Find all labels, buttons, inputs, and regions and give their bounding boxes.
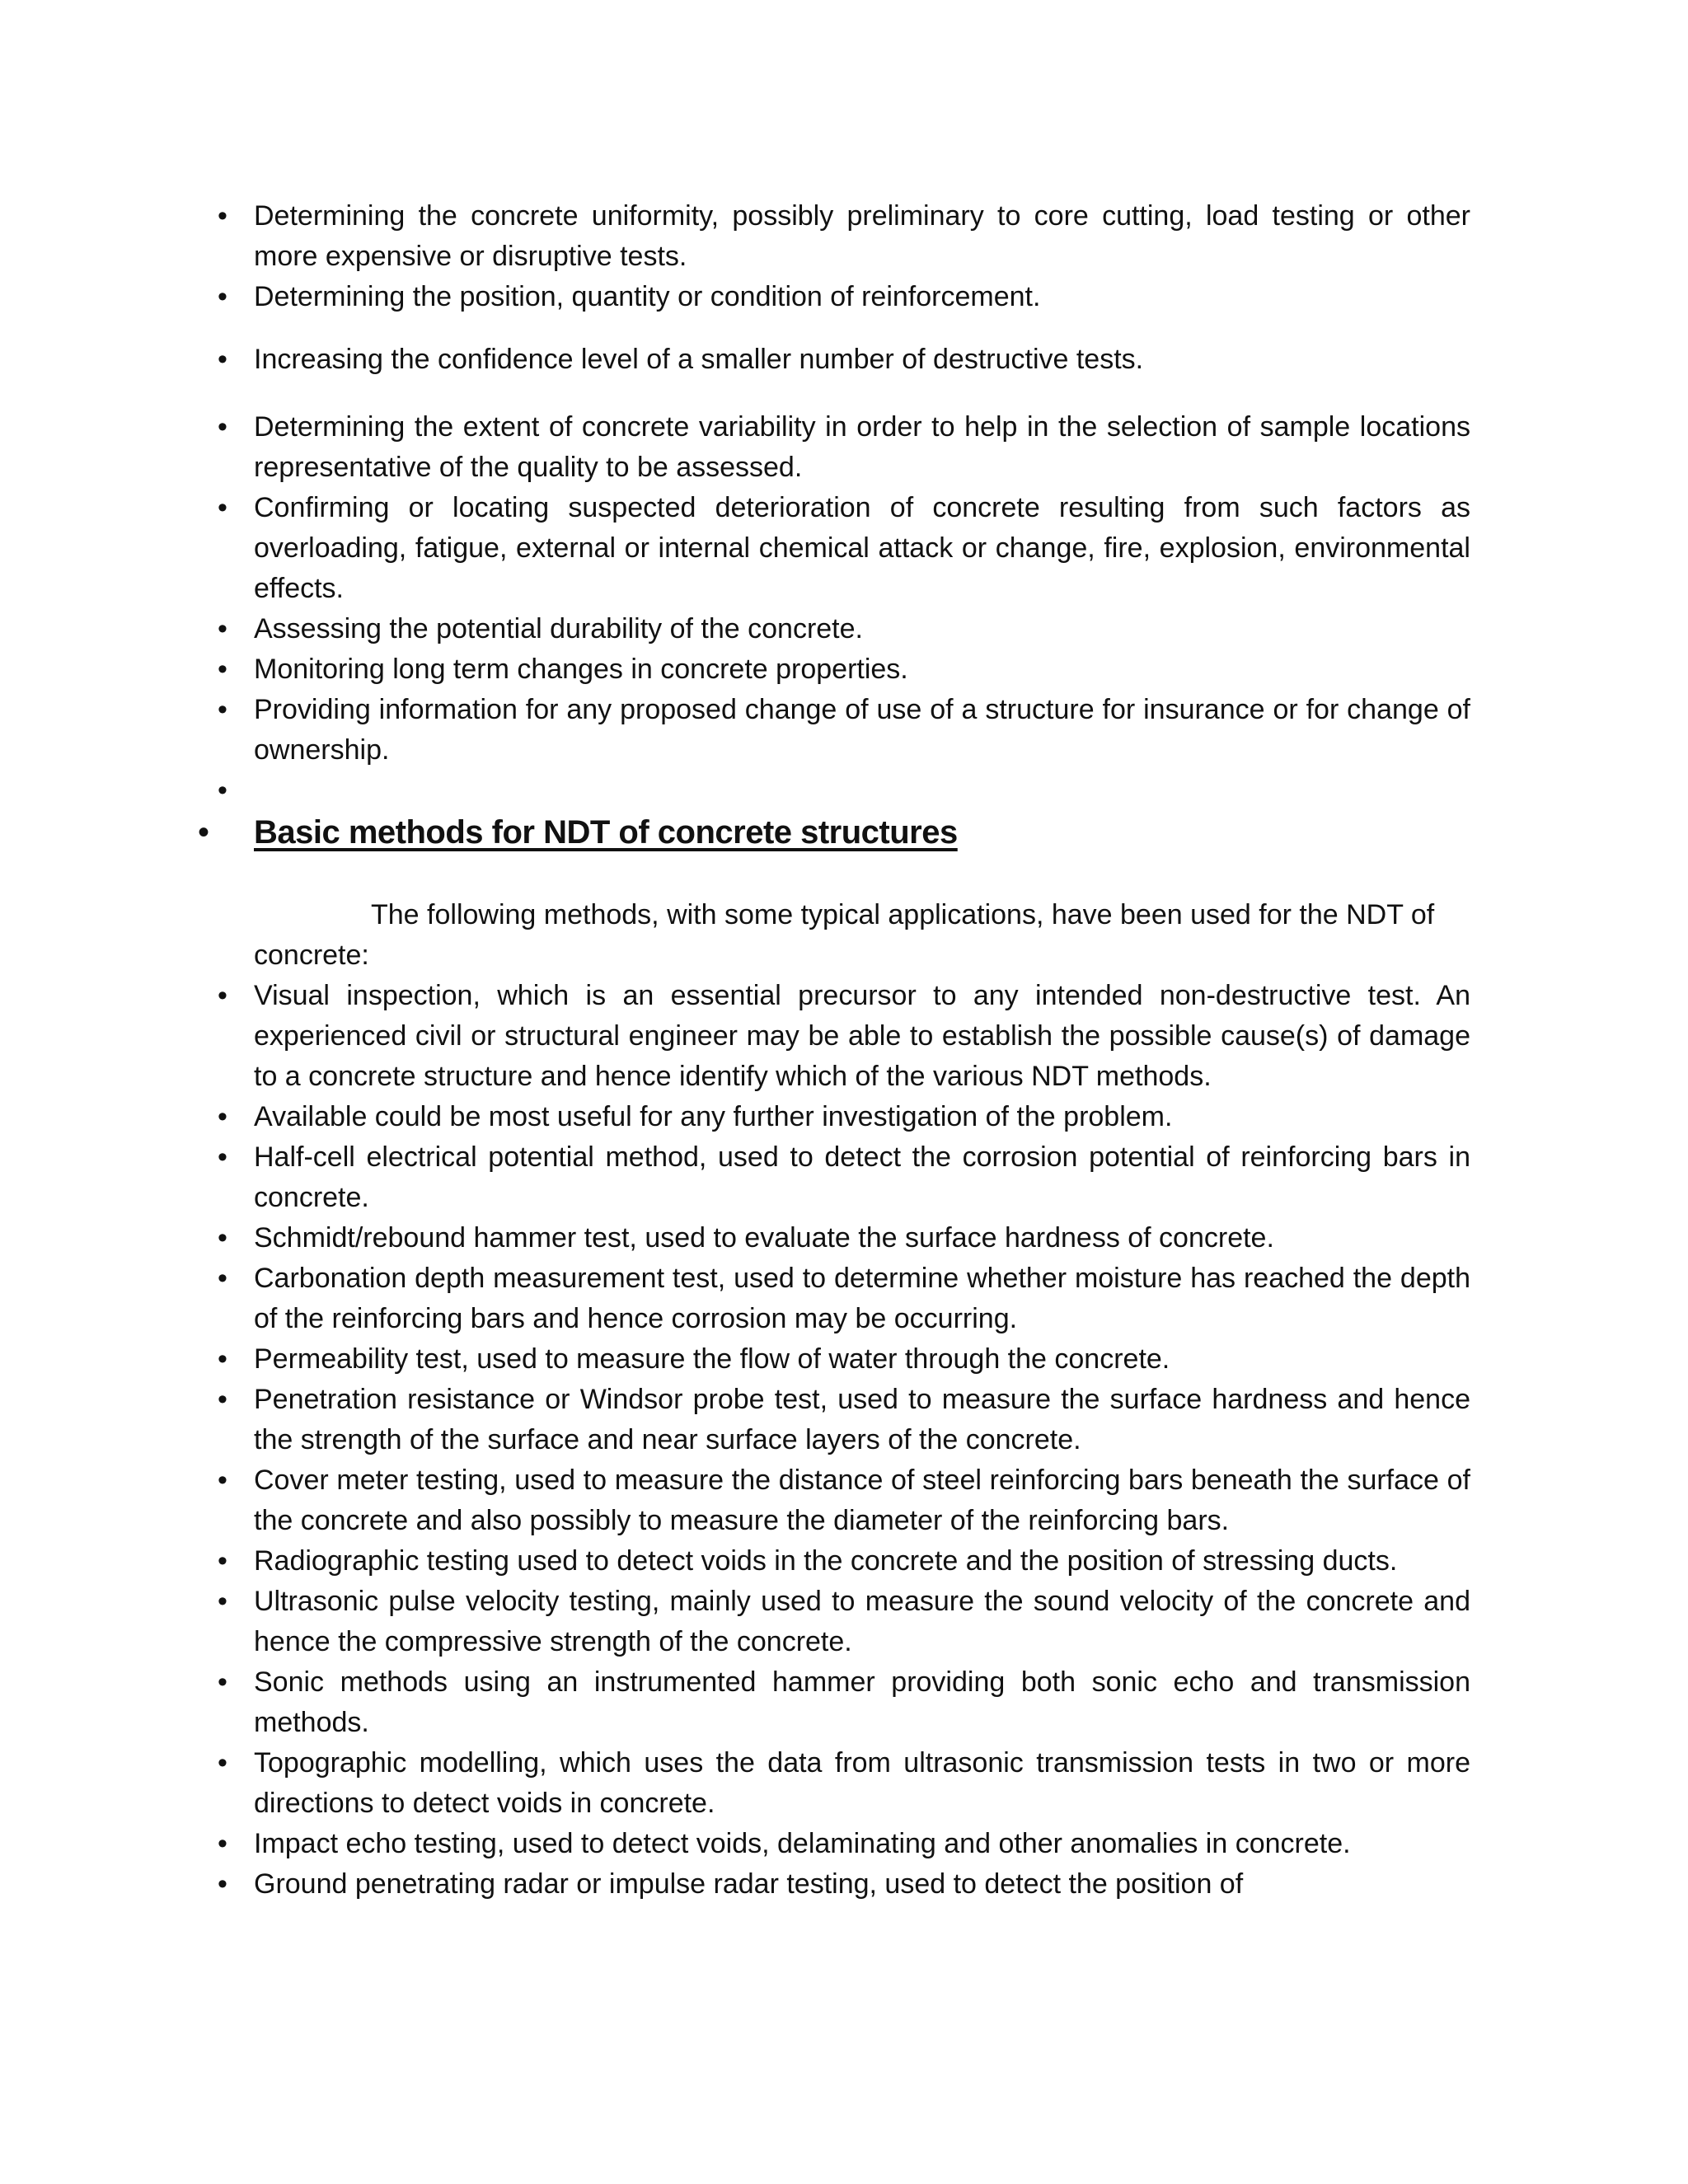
list-item: • Available could be most useful for any further investigation of the problem. [0,1097,1470,1137]
bullet-icon: • [218,1101,227,1132]
bullet-icon: • [218,1263,227,1294]
list-item: • Determining the position, quantity or condition of reinforcement. [0,277,1470,317]
bullet-icon: • [218,775,227,806]
section-intro: The following methods, with some typical applications, have been used for the NDT of concrete: [254,899,1435,971]
bullet-icon: • [218,1222,227,1254]
list-item: • Radiographic testing used to detect voids in the concrete and the position of stressing ducts. [0,1541,1470,1582]
list-item: • Impact echo testing, used to detect voids, delaminating and other anomalies in concrete. [0,1824,1470,1864]
list-item: • Monitoring long term changes in concrete properties. [0,649,1470,690]
section-heading: Basic methods for NDT of concrete structures [254,814,958,851]
list-item: • Sonic methods using an instrumented hammer providing both sonic echo and transmission methods. [0,1662,1470,1743]
list-item: • Cover meter testing, used to measure the distance of steel reinforcing bars beneath the surface of the concrete and also possibly to measure the diameter of the reinforcing bars. [0,1460,1470,1541]
purpose-list-b [0,340,1688,380]
bullet-icon: • [218,980,227,1011]
list-item: • Penetration resistance or Windsor probe test, used to measure the surface hardness and hence the strength of the surface and near surface layers of the concrete. [0,1380,1470,1460]
list-item: • Visual inspection, which is an essential precursor to any intended non-destructive test. An experienced civil or structural engineer may be able to establish the possible cause(s) of damage to a concrete structure and hence identify which of the various NDT methods. [0,976,1470,1097]
bullet-icon: • [218,1586,227,1617]
bullet-icon: • [218,492,227,523]
bullet-icon: • [218,1747,227,1779]
bullet-icon: • [218,654,227,685]
list-item: • Determining the extent of concrete variability in order to help in the selection of sample locations representative of the quality to be assessed. [0,407,1470,488]
list-item-empty [0,771,1470,811]
list-item: • Determining the concrete uniformity, possibly preliminary to core cutting, load testing or other more expensive or disruptive tests. [0,196,1470,277]
bullet-icon: • [218,1545,227,1577]
purpose-list-c [0,407,1688,811]
list-item: • Topographic modelling, which uses the data from ultrasonic transmission tests in two or more directions to detect voids in concrete. [0,1743,1470,1824]
bullet-icon: • [218,1384,227,1415]
bullet-icon: • [218,200,227,232]
methods-list [0,976,1688,1905]
bullet-icon: • [218,281,227,312]
list-item: • Permeability test, used to measure the flow of water through the concrete. [0,1339,1470,1380]
bullet-icon: • [218,1343,227,1375]
bullet-icon: • [218,344,227,375]
bullet-icon: • [218,613,227,644]
bullet-icon: • [198,814,210,851]
list-item: • Confirming or locating suspected deterioration of concrete resulting from such factors as overloading, fatigue, external or internal chemical attack or change, fire, explosion, environmental effects. [0,488,1470,609]
list-item: • Half-cell electrical potential method, used to detect the corrosion potential of reinforcing bars in concrete. [0,1137,1470,1218]
list-item: • Ground penetrating radar or impulse radar testing, used to detect the position of [0,1864,1470,1905]
bullet-icon: • [218,411,227,443]
list-item: • Schmidt/rebound hammer test, used to evaluate the surface hardness of concrete. [0,1218,1470,1258]
bullet-icon: • [218,1868,227,1900]
list-item: • Providing information for any proposed change of use of a structure for insurance or for change of ownership. [0,690,1470,771]
bullet-icon: • [218,1465,227,1496]
purpose-list-a [0,196,1688,317]
list-item: • Increasing the confidence level of a smaller number of destructive tests. [0,340,1470,380]
bullet-icon: • [218,1666,227,1698]
bullet-icon: • [218,694,227,725]
list-item: • Carbonation depth measurement test, used to determine whether moisture has reached the depth of the reinforcing bars and hence corrosion may be occurring. [0,1258,1470,1339]
bullet-icon: • [218,1828,227,1859]
list-item: • Ultrasonic pulse velocity testing, mainly used to measure the sound velocity of the concrete and hence the compressive strength of the concrete. [0,1582,1470,1662]
list-item: • Assessing the potential durability of the concrete. [0,609,1470,649]
bullet-icon: • [218,1141,227,1173]
